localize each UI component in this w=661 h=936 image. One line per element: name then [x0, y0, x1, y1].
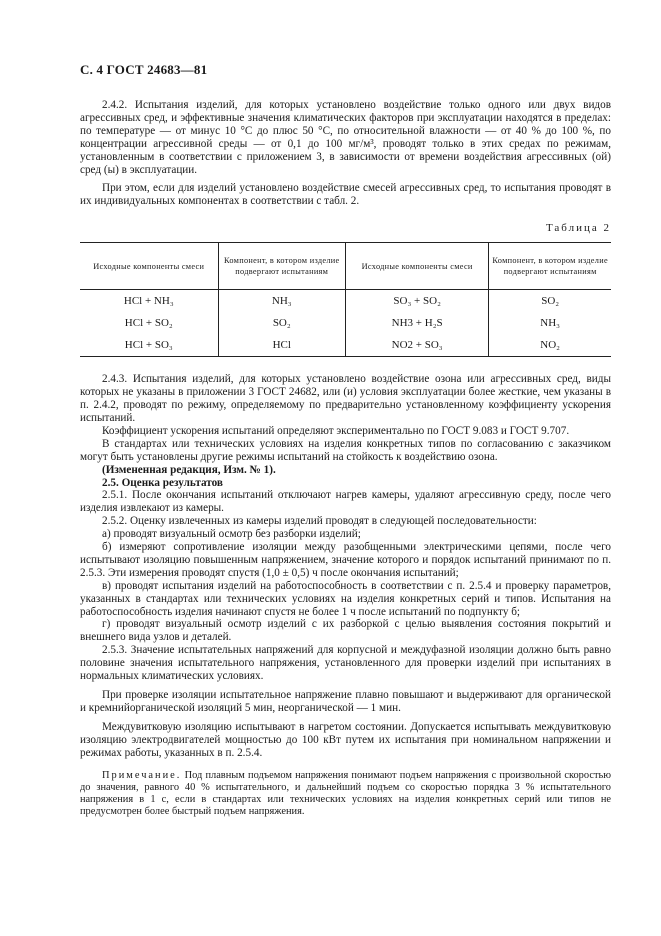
table-2 — [80, 242, 611, 357]
list-item-b: б) измеряют сопротивление изоляции между разобщенными электрическими цепями, после чего испытывают изоляцию повышенным напряжением, значение которого и порядок испытаний принимают по п. 2.5.3. Эти измерения проводят спустя (1,0 ± 0,5) ч после окончания испытаний; — [80, 541, 611, 579]
table-cell: SO₂ — [489, 290, 611, 313]
paragraph-coefficient: Коэффициент ускорения испытаний определяют экспериментально по ГОСТ 9.083 и ГОСТ 9.707. — [102, 424, 570, 437]
paragraph-2-5-2: 2.5.2. Оценку извлеченных из камеры изделий проводят в следующей последовательности: — [102, 515, 537, 528]
paragraph-2-4-2: 2.4.2. Испытания изделий, для которых установлено воздействие только одного или двух видов агрессивных сред, и эффективные значения климатических факторов при эксплуатации находятся в пределах: по температуре — от минус 10 °С до плюс 50 °С, по относительной влажности — от 40 % до 100 %, по концентрации агрессивной среды — от 0,1 до 100 мг/м³, проводят только в этих средах по режимам, установленным в соответствии с приложением 3, в зависимости от времени воздействия агрессивных (ой) сред (ы) в эксплуатации. — [80, 99, 611, 176]
table-header-cell: Компонент, в котором изделие подвергают испытаниям — [218, 243, 345, 290]
paragraph-2-5-1: 2.5.1. После окончания испытаний отключают нагрев камеры, удаляют агрессивную среду, после чего изделия извлекают из камеры. — [80, 489, 611, 515]
paragraph-insulation-check: При проверке изоляции испытательное напряжение плавно повышают и выдерживают для органической и кремнийорганической изоляций 5 мин, неорганической — 1 мин. — [80, 689, 611, 714]
list-item-a: а) проводят визуальный осмотр без разборки изделий; — [102, 528, 361, 541]
table-row — [80, 334, 611, 357]
document-page — [80, 62, 611, 818]
table-cell: HCl + SO₃ — [80, 334, 218, 357]
paragraph-mixtures: При этом, если для изделий установлено воздействие смесей агрессивных сред, то испытания проводят в их индивидуальных компонентах в соответствии с табл. 2. — [80, 182, 611, 208]
page-header: С. 4 ГОСТ 24683—81 — [80, 62, 208, 77]
table-cell: NH₃ — [489, 312, 611, 334]
table-cell: HCl — [218, 334, 345, 357]
table-cell: HCl + NH₃ — [123, 295, 174, 308]
table-cell: SO₂ — [218, 312, 345, 334]
list-item-v: в) проводят испытания изделий на работоспособность в соответствии с п. 2.5.4 и проверку параметров, указанных в стандартах или технических условиях на изделия конкретных серий и типов. Испытания на работоспособность изделия начинают спустя не более 1 ч после испытаний по подпункту б; — [80, 579, 611, 618]
amendment-note: (Измененная редакция, Изм. № 1). — [102, 463, 276, 476]
table-header-cell: Компонент, в котором изделие подвергают испытаниям — [489, 243, 611, 290]
table-cell: NO₂ — [489, 334, 611, 357]
table-cell: NO2 + SO₃ — [345, 334, 488, 357]
table-cell: NH₃ — [218, 290, 345, 313]
paragraph-interturn: Междувитковую изоляцию испытывают в нагретом состоянии. Допускается испытывать междувитковую изоляцию электродвигателей мощностью до 100 кВт путем их испытания при номинальном напряжении и режимах работы, указанных в п. 2.5.4. — [80, 720, 611, 759]
table-header-cell: Исходные компоненты смеси — [80, 243, 218, 290]
note-label: Примечание. — [102, 769, 182, 781]
table-cell: SO₃ + SO₂ — [345, 290, 488, 313]
list-item-g: г) проводят визуальный осмотр изделий с их разборкой с целью выявления состояния покрытий и внешнего вида узлов и деталей. — [80, 618, 611, 644]
table-header-row — [80, 243, 611, 290]
table-caption: Таблица 2 — [545, 222, 611, 235]
table-cell: HCl + SO₂ — [124, 317, 173, 330]
section-title: 2.5. Оценка результатов — [102, 476, 223, 489]
paragraph-2-5-3: 2.5.3. Значение испытательных напряжений для корпусной и междуфазной изоляции должно быть равно половине значения испытательного напряжения, установленного для проверки изделий при испытаниях в нормальных климатических условиях. — [80, 644, 611, 683]
table-row — [80, 290, 611, 313]
note — [80, 770, 611, 819]
table-row — [80, 312, 611, 334]
note-text: Под плавным подъемом напряжения понимают подъем напряжения с произвольной скоростью до значения, равного 40 % испытательного, и дальнейший подъем со скоростью порядка 3 % испытательного напряжения в 1 с, если в стандартах или технических условиях на изделия конкретных серий или типов не предусмотрен более быстрый подъем напряжения. — [80, 769, 611, 818]
paragraph-standards: В стандартах или технических условиях на изделия конкретных типов по согласованию с заказчиком могут быть установлены другие режимы испытаний на стойкость к воздействию озона. — [80, 437, 611, 463]
table-cell: NH3 + H₂S — [345, 312, 488, 334]
paragraph-2-4-3: 2.4.3. Испытания изделий, для которых установлено воздействие озона или агрессивных сред, виды которых не указаны в приложении 3 ГОСТ 24682, или (и) условия эксплуатации более жесткие, чем указаны в п. 2.4.2, проводят по режиму, определяемому по предварительно установленному коэффициенту ускорения испытаний. — [80, 373, 611, 424]
table-header-cell: Исходные компоненты смеси — [345, 243, 488, 290]
